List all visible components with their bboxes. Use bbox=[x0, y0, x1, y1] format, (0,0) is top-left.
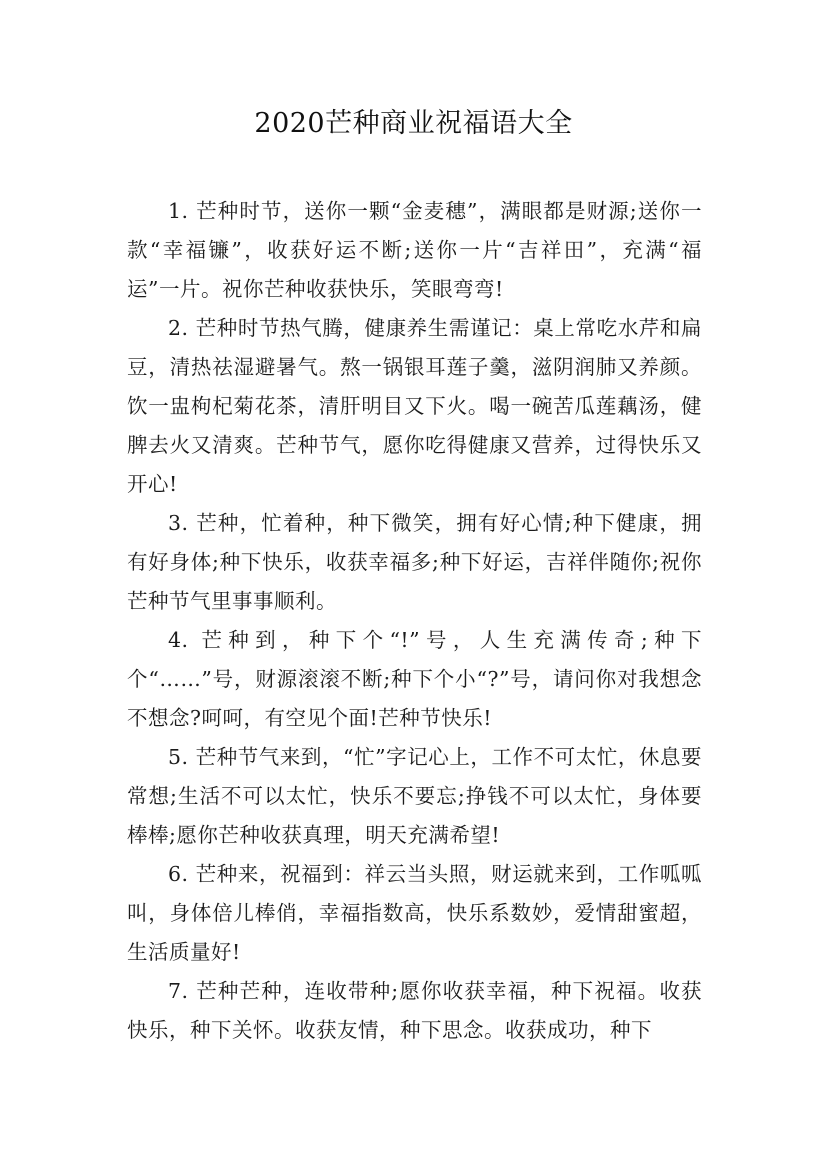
paragraph-6: 6. 芒种来，祝福到：祥云当头照，财运就来到，工作呱呱叫，身体倍儿棒俏，幸福指数高，快乐系数妙，爱情甜蜜超，生活质量好! bbox=[127, 862, 702, 964]
paragraph-3: 3. 芒种，忙着种，种下微笑，拥有好心情;种下健康，拥有好身体;种下快乐，收获幸福多;种下好运，吉祥伴随你;祝你芒种节气里事事顺利。 bbox=[127, 511, 702, 613]
document-body bbox=[127, 192, 702, 1050]
page-title: 2020芒种商业祝福语大全 bbox=[254, 108, 573, 139]
paragraph-7: 7. 芒种芒种，连收带种;愿你收获幸福，种下祝福。收获快乐，种下关怀。收获友情，种下思念。收获成功，种下 bbox=[127, 979, 702, 1042]
paragraph-4: 4. 芒种到，种下个“!”号，人生充满传奇;种下个“……”号，财源滚滚不断;种下个小“?”号，请问你对我想念不想念?呵呵，有空见个面!芒种节快乐! bbox=[127, 628, 702, 730]
paragraph-5: 5. 芒种节气来到，“忙”字记心上，工作不可太忙，休息要常想;生活不可以太忙，快乐不要忘;挣钱不可以太忙，身体要棒棒;愿你芒种收获真理，明天充满希望! bbox=[127, 745, 702, 847]
paragraph-2: 2. 芒种时节热气腾，健康养生需谨记：桌上常吃水芹和扁豆，清热祛湿避暑气。熬一锅银耳莲子羹，滋阴润肺又养颜。饮一盅枸杞菊花茶，清肝明目又下火。喝一碗苦瓜莲藕汤，健脾去火又清爽。芒种节气，愿你吃得健康又营养，过得快乐又开心! bbox=[127, 316, 702, 496]
paragraph-1: 1. 芒种时节，送你一颗“金麦穗”，满眼都是财源;送你一款“幸福镰”，收获好运不断;送你一片“吉祥田”，充满“福运”一片。祝你芒种收获快乐，笑眼弯弯! bbox=[127, 199, 702, 301]
